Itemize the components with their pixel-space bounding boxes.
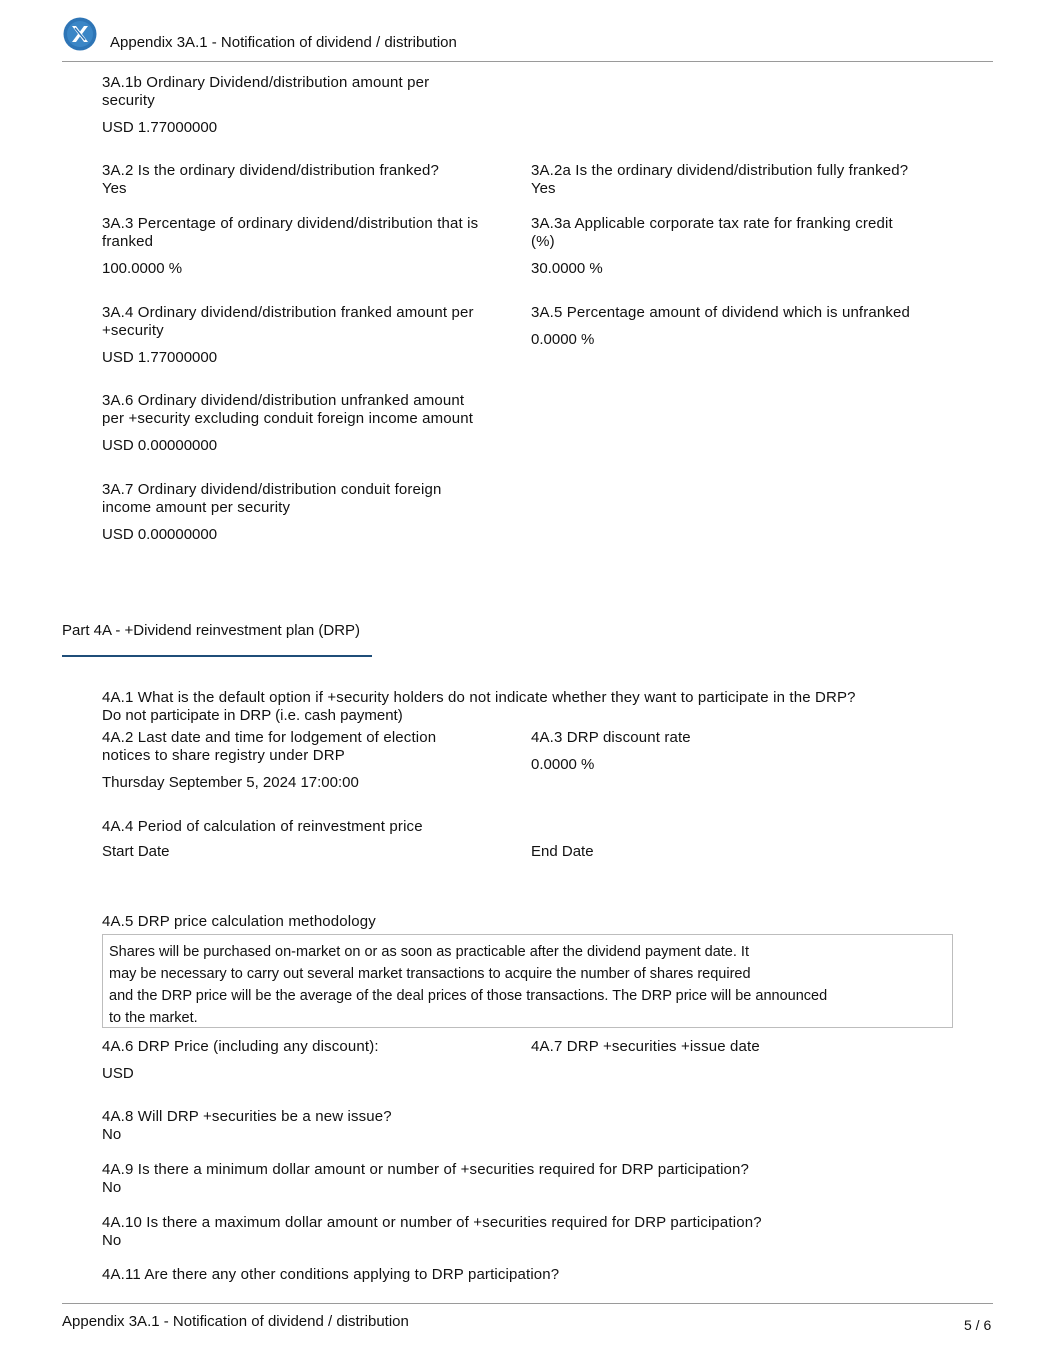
methodology-line: may be necessary to carry out several market transactions to acquire the number of shares required (109, 966, 751, 982)
methodology-line: and the DRP price will be the average of the deal prices of those transactions. The DRP price will be announced (109, 988, 828, 1004)
q-3a3-value: 100.0000 % (102, 260, 183, 277)
q-3a3a-label-line2: (%) (531, 233, 555, 250)
q-3a3a-label-line1: 3A.3a Applicable corporate tax rate for franking credit (531, 215, 893, 232)
q-3a6-label-line2: per +security excluding conduit foreign income amount (102, 410, 474, 427)
q-4a9-value: No (102, 1179, 122, 1196)
q-4a6-value: USD (102, 1065, 134, 1082)
q-4a3-value: 0.0000 % (531, 756, 595, 773)
q-4a6-label: 4A.6 DRP Price (including any discount): (102, 1038, 379, 1055)
q-4a5-label: 4A.5 DRP price calculation methodology (102, 913, 376, 930)
q-4a8-value: No (102, 1126, 122, 1143)
q-3a3a-value: 30.0000 % (531, 260, 603, 277)
q-3a2-value: Yes (102, 180, 127, 197)
q-4a4-start-date: Start Date (102, 843, 170, 860)
q-4a2-label-line1: 4A.2 Last date and time for lodgement of election (102, 729, 437, 746)
q-3a6-label-line1: 3A.6 Ordinary dividend/distribution unfranked amount (102, 392, 465, 409)
q-3a7-label-line1: 3A.7 Ordinary dividend/distribution conduit foreign (102, 481, 442, 498)
q-3a5-value: 0.0000 % (531, 331, 595, 348)
header-divider (62, 61, 993, 62)
q-4a2-label-line2: notices to share registry under DRP (102, 747, 345, 764)
q-4a8-label: 4A.8 Will DRP +securities be a new issue? (102, 1108, 392, 1125)
q-3a4-value: USD 1.77000000 (102, 349, 218, 366)
q-4a2-value: Thursday September 5, 2024 17:00:00 (102, 774, 359, 791)
methodology-line: Shares will be purchased on-market on or as soon as practicable after the dividend payment date. It (109, 944, 749, 960)
q-3a3-label-line1: 3A.3 Percentage of ordinary dividend/distribution that is (102, 215, 479, 232)
q-4a1-value: Do not participate in DRP (i.e. cash payment) (102, 707, 403, 724)
q-3a3-label-line2: franked (102, 233, 154, 250)
q-3a4-label-line2: +security (102, 322, 164, 339)
q-3a2-label: 3A.2 Is the ordinary dividend/distribution franked? (102, 162, 440, 179)
q-3a7-value: USD 0.00000000 (102, 526, 218, 543)
q-3a6-value: USD 0.00000000 (102, 437, 218, 454)
q-3a2a-value: Yes (531, 180, 556, 197)
page-number: 5 / 6 (964, 1317, 992, 1333)
q-4a4-end-date: End Date (531, 843, 594, 860)
header-title: Appendix 3A.1 - Notification of dividend / distribution (110, 34, 457, 51)
q-4a9-label: 4A.9 Is there a minimum dollar amount or number of +securities required for DRP participation? (102, 1161, 750, 1178)
q-4a4-label: 4A.4 Period of calculation of reinvestment price (102, 818, 423, 835)
q-4a1-label: 4A.1 What is the default option if +security holders do not indicate whether they want to participate in the DRP? (102, 689, 856, 706)
q-3a2a-label: 3A.2a Is the ordinary dividend/distribution fully franked? (531, 162, 909, 179)
methodology-line: to the market. (109, 1010, 198, 1026)
q-4a7-label: 4A.7 DRP +securities +issue date (531, 1038, 760, 1055)
q-4a10-value: No (102, 1232, 122, 1249)
q-3a7-label-line2: income amount per security (102, 499, 291, 516)
footer-title: Appendix 3A.1 - Notification of dividend / distribution (62, 1313, 409, 1330)
q-3a1b-value: USD 1.77000000 (102, 119, 218, 136)
q-4a11-label: 4A.11 Are there any other conditions applying to DRP participation? (102, 1266, 560, 1283)
q-3a1b-label-line2: security (102, 92, 155, 109)
q-4a10-label: 4A.10 Is there a maximum dollar amount or number of +securities required for DRP participation? (102, 1214, 762, 1231)
q-4a5-methodology-box (102, 934, 953, 1028)
part-4a-underline (62, 655, 372, 657)
q-3a5-label: 3A.5 Percentage amount of dividend which is unfranked (531, 304, 911, 321)
q-3a4-label-line1: 3A.4 Ordinary dividend/distribution franked amount per (102, 304, 474, 321)
asx-logo-icon (63, 17, 97, 51)
q-3a1b-label-line1: 3A.1b Ordinary Dividend/distribution amount per (102, 74, 430, 91)
footer-divider (62, 1303, 993, 1304)
part-4a-title: Part 4A - +Dividend reinvestment plan (DRP) (62, 622, 361, 639)
q-4a3-label: 4A.3 DRP discount rate (531, 729, 691, 746)
